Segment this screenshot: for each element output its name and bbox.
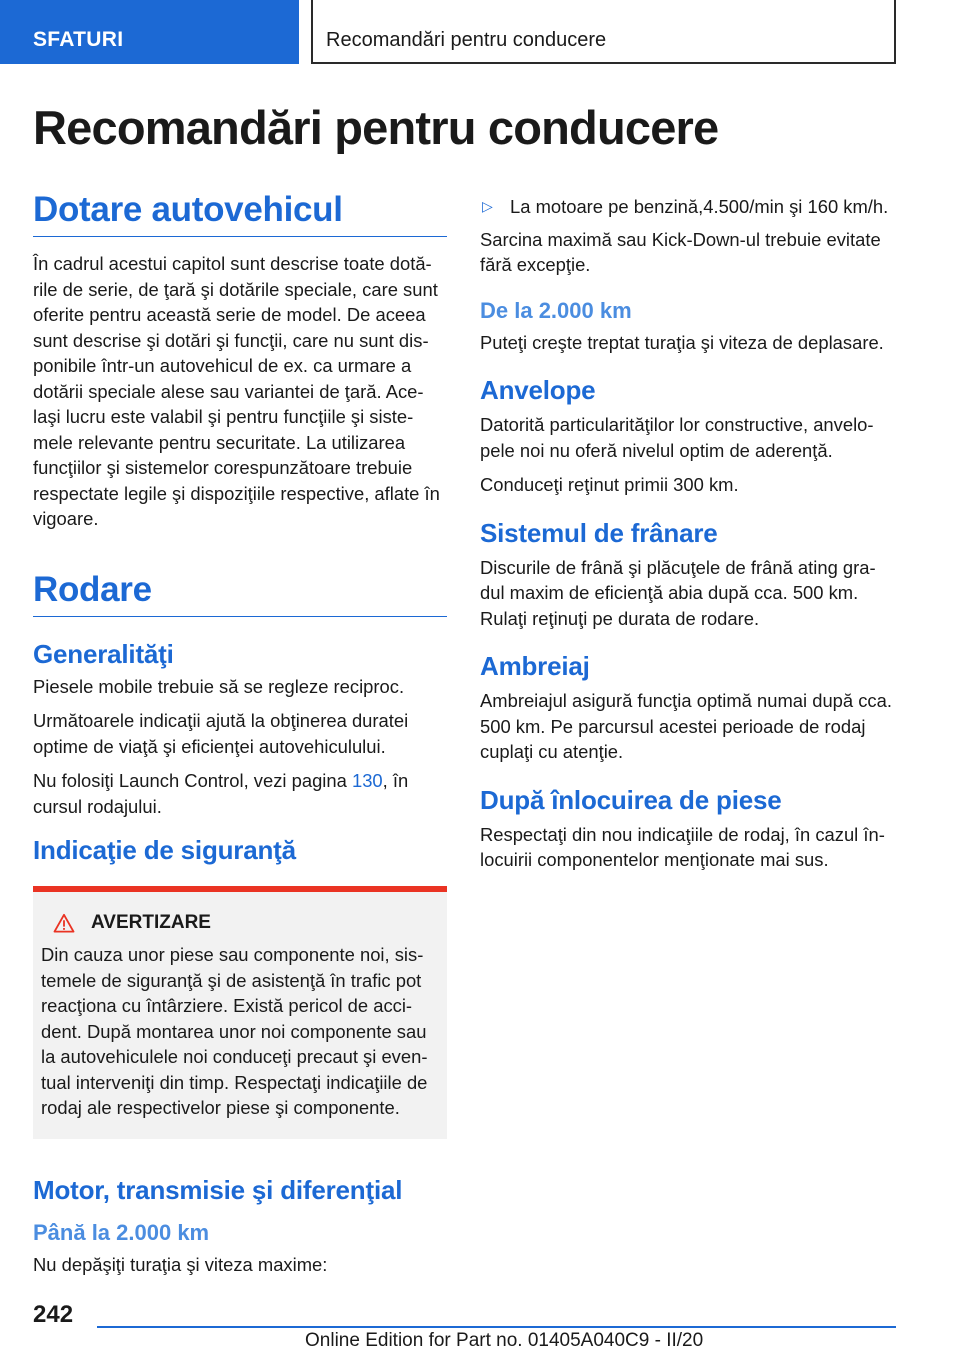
de-la-text: Puteţi creşte treptat turaţia şi viteza de deplasare.	[480, 331, 884, 353]
motor-text: Nu depăşiţi turaţia şi viteza maxime:	[33, 1253, 328, 1275]
warning-label: AVERTIZARE	[91, 912, 211, 933]
rodare-p3-after: , în cursul rodajului.	[33, 770, 409, 817]
footer-divider	[97, 1326, 896, 1328]
anvelope-p2: Conduceţi reţinut primii 300 km.	[480, 474, 739, 495]
heading-ambreiaj: Ambreiaj	[480, 651, 590, 681]
rodare-p3	[33, 768, 447, 819]
warning-header	[53, 912, 441, 934]
chapter-tab: SFATURI	[0, 0, 299, 64]
heading-motor: Motor, transmisie şi diferenţial	[33, 1174, 403, 1205]
warning-text: Din cauza unor piese sau componente noi, sis‐ temele de siguranţă şi de asistenţă în trafic pot reacţiona cu întârziere. Există pericol de acci‐ dent. După montarea unor noi componente sau la autovehiculele noi conduceţi precaut şi even‐ tual interveniţi din timp. Respectaţi indicaţiile de rodaj ale respectivelor piese şi componente.	[41, 944, 428, 1118]
rodare-p2: Următoarele indicaţii ajută la obţinerea duratei optime de viaţă şi eficienţei autovehiculului.	[33, 710, 409, 757]
franare-text: Discurile de frână şi plăcuţele de frână ating gra‐ dul maxim de eficienţă abia după cca. 500 km. Rulaţi reţinuţi pe durata de rodare.	[480, 556, 876, 629]
heading-piese: După înlocuirea de piese	[480, 784, 782, 815]
warning-box	[33, 886, 447, 1139]
heading-pana-la-2000: Până la 2.000 km	[33, 1219, 210, 1245]
heading-anvelope: Anvelope	[480, 375, 596, 405]
heading-dotare: Dotare autovehicul	[33, 190, 447, 237]
right-column	[480, 194, 900, 882]
dotare-text: În cadrul acestui capitol sunt descrise toate dotă‐ rile de serie, de ţară şi dotările speciale, care sunt oferite pentru această serie de model. De aceea sunt descrise şi dotări şi funcţii, care nu sunt dis‐ ponibile într-un autovehicul de ex. ca urmare a dotării speciale alese sau variantei de ţară. Ace‐ laşi lucru este valabil şi pentru funcţiile şi siste‐ mele relevante pentru securitate. La utilizarea funcţiilor şi sistemelor corespunzătoare trebuie respectate legile şi dispoziţiile respective, aflate în vigoare.	[33, 253, 440, 529]
ambreiaj-text: Ambreiajul asigură funcţia optimă numai după cca. 500 km. Pe parcursul acestei perioade de rodaj cuplaţi cu atenţie.	[480, 690, 892, 762]
heading-siguranta: Indicaţie de siguranţă	[33, 835, 296, 865]
footer-edition: Online Edition for Part no. 01405A040C9 - II/20	[305, 1330, 704, 1351]
heading-generalitati: Generalităţi	[33, 638, 174, 669]
anvelope-p1: Datorită particularităţilor lor constructive, anvelo‐ pele noi nu oferă nivelul optim de aderenţă.	[480, 414, 874, 461]
bullet-text: La motoare pe benzină,4.500/min şi 160 km/h.	[510, 196, 889, 217]
warning-triangle-icon	[53, 913, 75, 933]
page-title: Recomandări pentru conducere	[33, 101, 719, 154]
heading-franare: Sistemul de frânare	[480, 517, 718, 548]
list-item	[480, 194, 900, 220]
section-header: Recomandări pentru conducere	[311, 0, 896, 64]
bullet-triangle-icon: ▷	[482, 198, 493, 214]
rodare-p3-before: Nu folosiţi Launch Control, vezi pagina	[33, 770, 352, 791]
page-number: 242	[33, 1301, 74, 1328]
heading-rodare: Rodare	[33, 570, 447, 617]
piese-text: Respectaţi din nou indicaţiile de rodaj, în cazul în‐ locuirii componentelor menţionate mai sus.	[480, 823, 885, 870]
rodare-p1: Piesele mobile trebuie să se regleze reciproc.	[33, 675, 405, 697]
page-link-130[interactable]: 130	[351, 770, 383, 791]
sarcina-text: Sarcina maximă sau Kick-Down-ul trebuie evitate fără excepţie.	[480, 228, 881, 275]
heading-de-la-2000: De la 2.000 km	[480, 297, 632, 323]
left-column	[33, 190, 447, 1286]
